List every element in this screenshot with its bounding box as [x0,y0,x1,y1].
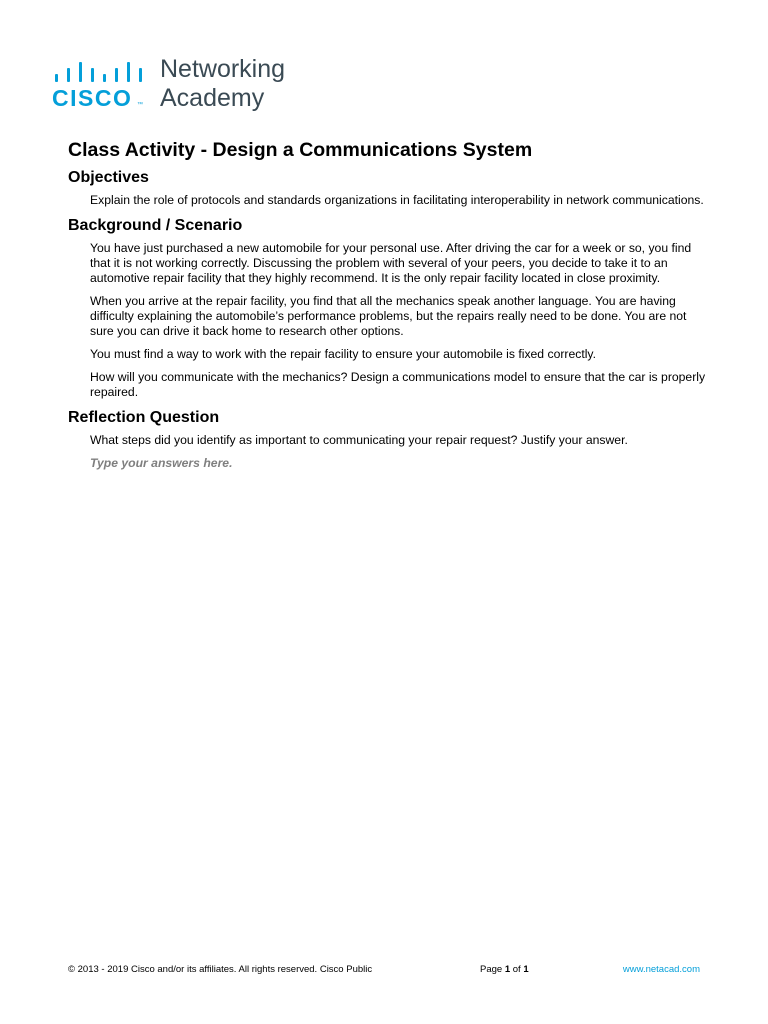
reflection-question: What steps did you identify as important to communicating your repair request? Justify your answer. [90,433,628,447]
reflection-heading: Reflection Question [68,409,220,426]
answer-field[interactable]: Type your answers here. [90,456,233,470]
document-title: Class Activity - Design a Communications System [68,139,533,161]
cisco-networking-academy-logo: CISCO ™ Networking Academy [52,55,286,112]
website-link[interactable]: www.netacad.com [622,964,700,975]
total-pages: 1 [523,964,529,975]
product-name-line2: Academy [160,84,265,112]
background-paragraph-1: You have just purchased a new automobile for your personal use. After driving the car for a week or so, you find that it is not working correctly. Discussing the problem with several of your peers, you decide to take it to an automotive repair facility that they highly recommend. It is the only repair facility located in close proximity. [90,241,692,285]
objectives-heading: Objectives [68,169,149,186]
copyright-text: © 2013 - 2019 Cisco and/or its affiliates. All rights reserved. Cisco Public [68,964,373,975]
objectives-text: Explain the role of protocols and standards organizations in facilitating interoperability in network communications. [90,193,704,207]
cisco-wordmark: CISCO [52,85,133,111]
page-number: Page 1 of 1 [480,964,529,975]
cisco-bars-icon [55,60,141,82]
background-heading: Background / Scenario [68,217,243,234]
document-body [68,136,708,471]
background-paragraph-4: How will you communicate with the mechanics? Design a communications model to ensure that the car is properly repaired. [90,370,706,399]
current-page: 1 [504,964,511,975]
background-paragraph-2: When you arrive at the repair facility, you find that all the mechanics speak another language. You are having difficulty explaining the automobile’s performance problems, but the repairs really need to be done. You are not sure you can drive it back home to research other options. [90,294,687,338]
background-paragraph-3: You must find a way to work with the repair facility to ensure your automobile is fixed correctly. [90,347,597,361]
product-name-line1: Networking [160,55,286,83]
page-footer [68,964,704,978]
product-name [160,55,285,113]
